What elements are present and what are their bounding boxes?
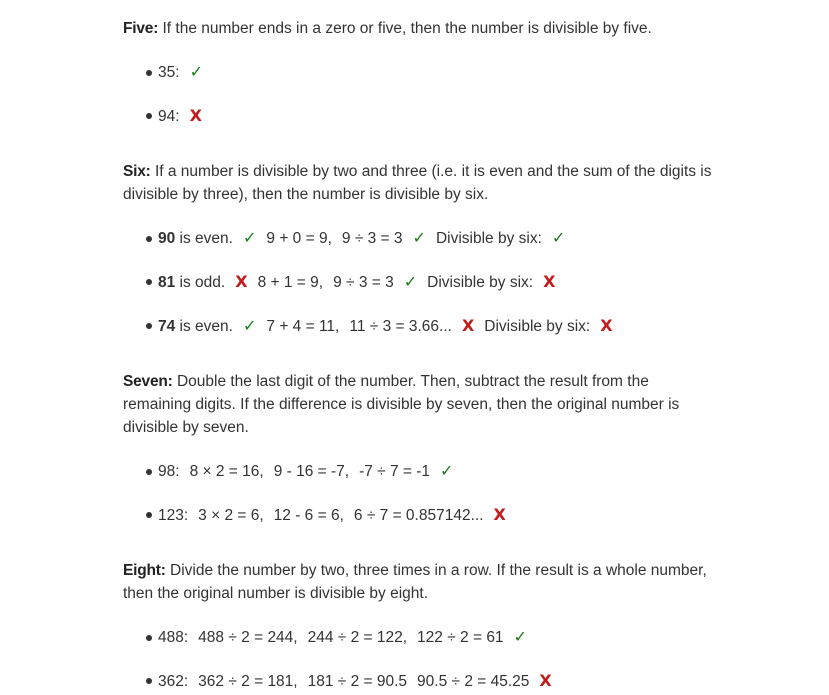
example-number: 94: xyxy=(158,108,180,125)
rule-heading: Eight: xyxy=(123,562,166,579)
examples-five xyxy=(123,61,713,128)
result-label: Divisible by six: xyxy=(435,230,542,247)
step-third-halving: 122 ÷ 2 = 61 xyxy=(417,629,504,646)
check-icon: ✓ xyxy=(412,230,426,247)
step-divide: -7 ÷ 7 = -1 xyxy=(359,463,431,480)
rule-heading: Seven: xyxy=(123,373,173,390)
sum-division: 9 ÷ 3 = 3 xyxy=(341,230,403,247)
examples-six xyxy=(123,227,713,338)
rule-seven xyxy=(123,370,713,439)
check-icon: ✓ xyxy=(189,64,203,81)
step-subtract: 9 - 16 = -7, xyxy=(273,463,350,480)
rule-six xyxy=(123,160,713,206)
list-item xyxy=(123,227,713,250)
step-divide: 6 ÷ 7 = 0.857142... xyxy=(353,507,484,524)
rule-text: If a number is divisible by two and three (i.e. it is even and the sum of the digits is divisible by three), then the number is divisible by six. xyxy=(123,163,712,203)
list-item xyxy=(123,669,713,693)
sum-division: 9 ÷ 3 = 3 xyxy=(333,274,394,291)
list-item xyxy=(123,270,713,294)
step-first-halving: 362 ÷ 2 = 181, xyxy=(198,673,298,690)
example-number: 81 xyxy=(158,274,176,291)
check-icon: ✓ xyxy=(513,629,527,646)
examples-eight xyxy=(123,626,713,693)
cross-icon: X xyxy=(539,671,552,690)
check-icon: ✓ xyxy=(403,274,418,291)
step-first-halving: 488 ÷ 2 = 244, xyxy=(198,629,298,646)
list-item xyxy=(123,61,713,84)
example-number: 90 xyxy=(158,230,176,247)
example-number: 35: xyxy=(158,64,180,81)
check-icon: ✓ xyxy=(242,318,257,335)
list-item xyxy=(123,460,713,483)
digit-sum: 8 + 1 = 9, xyxy=(257,274,324,291)
result-label: Divisible by six: xyxy=(484,318,591,335)
check-icon: ✓ xyxy=(551,230,566,247)
parity-text: is odd. xyxy=(175,274,226,291)
example-number: 98: xyxy=(158,463,180,480)
example-number: 362: xyxy=(158,673,189,690)
sum-division: 11 ÷ 3 = 3.66... xyxy=(349,318,452,335)
list-item xyxy=(123,626,713,649)
step-second-halving: 181 ÷ 2 = 90.5 xyxy=(307,673,408,690)
parity-text: is even. xyxy=(175,318,233,335)
check-icon: ✓ xyxy=(242,230,257,247)
cross-icon: X xyxy=(493,505,506,524)
step-second-halving: 244 ÷ 2 = 122, xyxy=(307,629,408,646)
divisibility-rules xyxy=(123,17,713,693)
check-icon: ✓ xyxy=(440,463,454,480)
rule-text: Divide the number by two, three times in a row. If the result is a whole number, then the original number is divisible by eight. xyxy=(123,562,707,602)
cross-icon: X xyxy=(189,106,202,125)
cross-icon: X xyxy=(543,272,556,291)
rule-heading: Five: xyxy=(123,20,159,37)
example-number: 123: xyxy=(158,507,189,524)
rule-heading: Six: xyxy=(123,163,151,180)
cross-icon: X xyxy=(461,316,475,335)
examples-seven xyxy=(123,460,713,527)
rule-text: If the number ends in a zero or five, then the number is divisible by five. xyxy=(158,20,652,37)
cross-icon: X xyxy=(235,272,248,291)
example-number: 74 xyxy=(158,318,176,335)
step-subtract: 12 - 6 = 6, xyxy=(273,507,344,524)
list-item xyxy=(123,314,713,338)
rule-five xyxy=(123,17,713,40)
result-label: Divisible by six: xyxy=(427,274,534,291)
step-double: 8 × 2 = 16, xyxy=(189,463,264,480)
rule-text: Double the last digit of the number. Then, subtract the result from the remaining digits. If the difference is divisible by seven, then the original number is divisible by seven. xyxy=(123,373,680,436)
list-item xyxy=(123,503,713,527)
list-item xyxy=(123,104,713,128)
digit-sum: 7 + 4 = 11, xyxy=(266,318,340,335)
example-number: 488: xyxy=(158,629,189,646)
parity-text: is even. xyxy=(175,230,233,247)
step-double: 3 × 2 = 6, xyxy=(198,507,264,524)
step-third-halving: 90.5 ÷ 2 = 45.25 xyxy=(417,673,530,690)
digit-sum: 9 + 0 = 9, xyxy=(266,230,332,247)
cross-icon: X xyxy=(600,316,613,335)
rule-eight xyxy=(123,559,713,605)
